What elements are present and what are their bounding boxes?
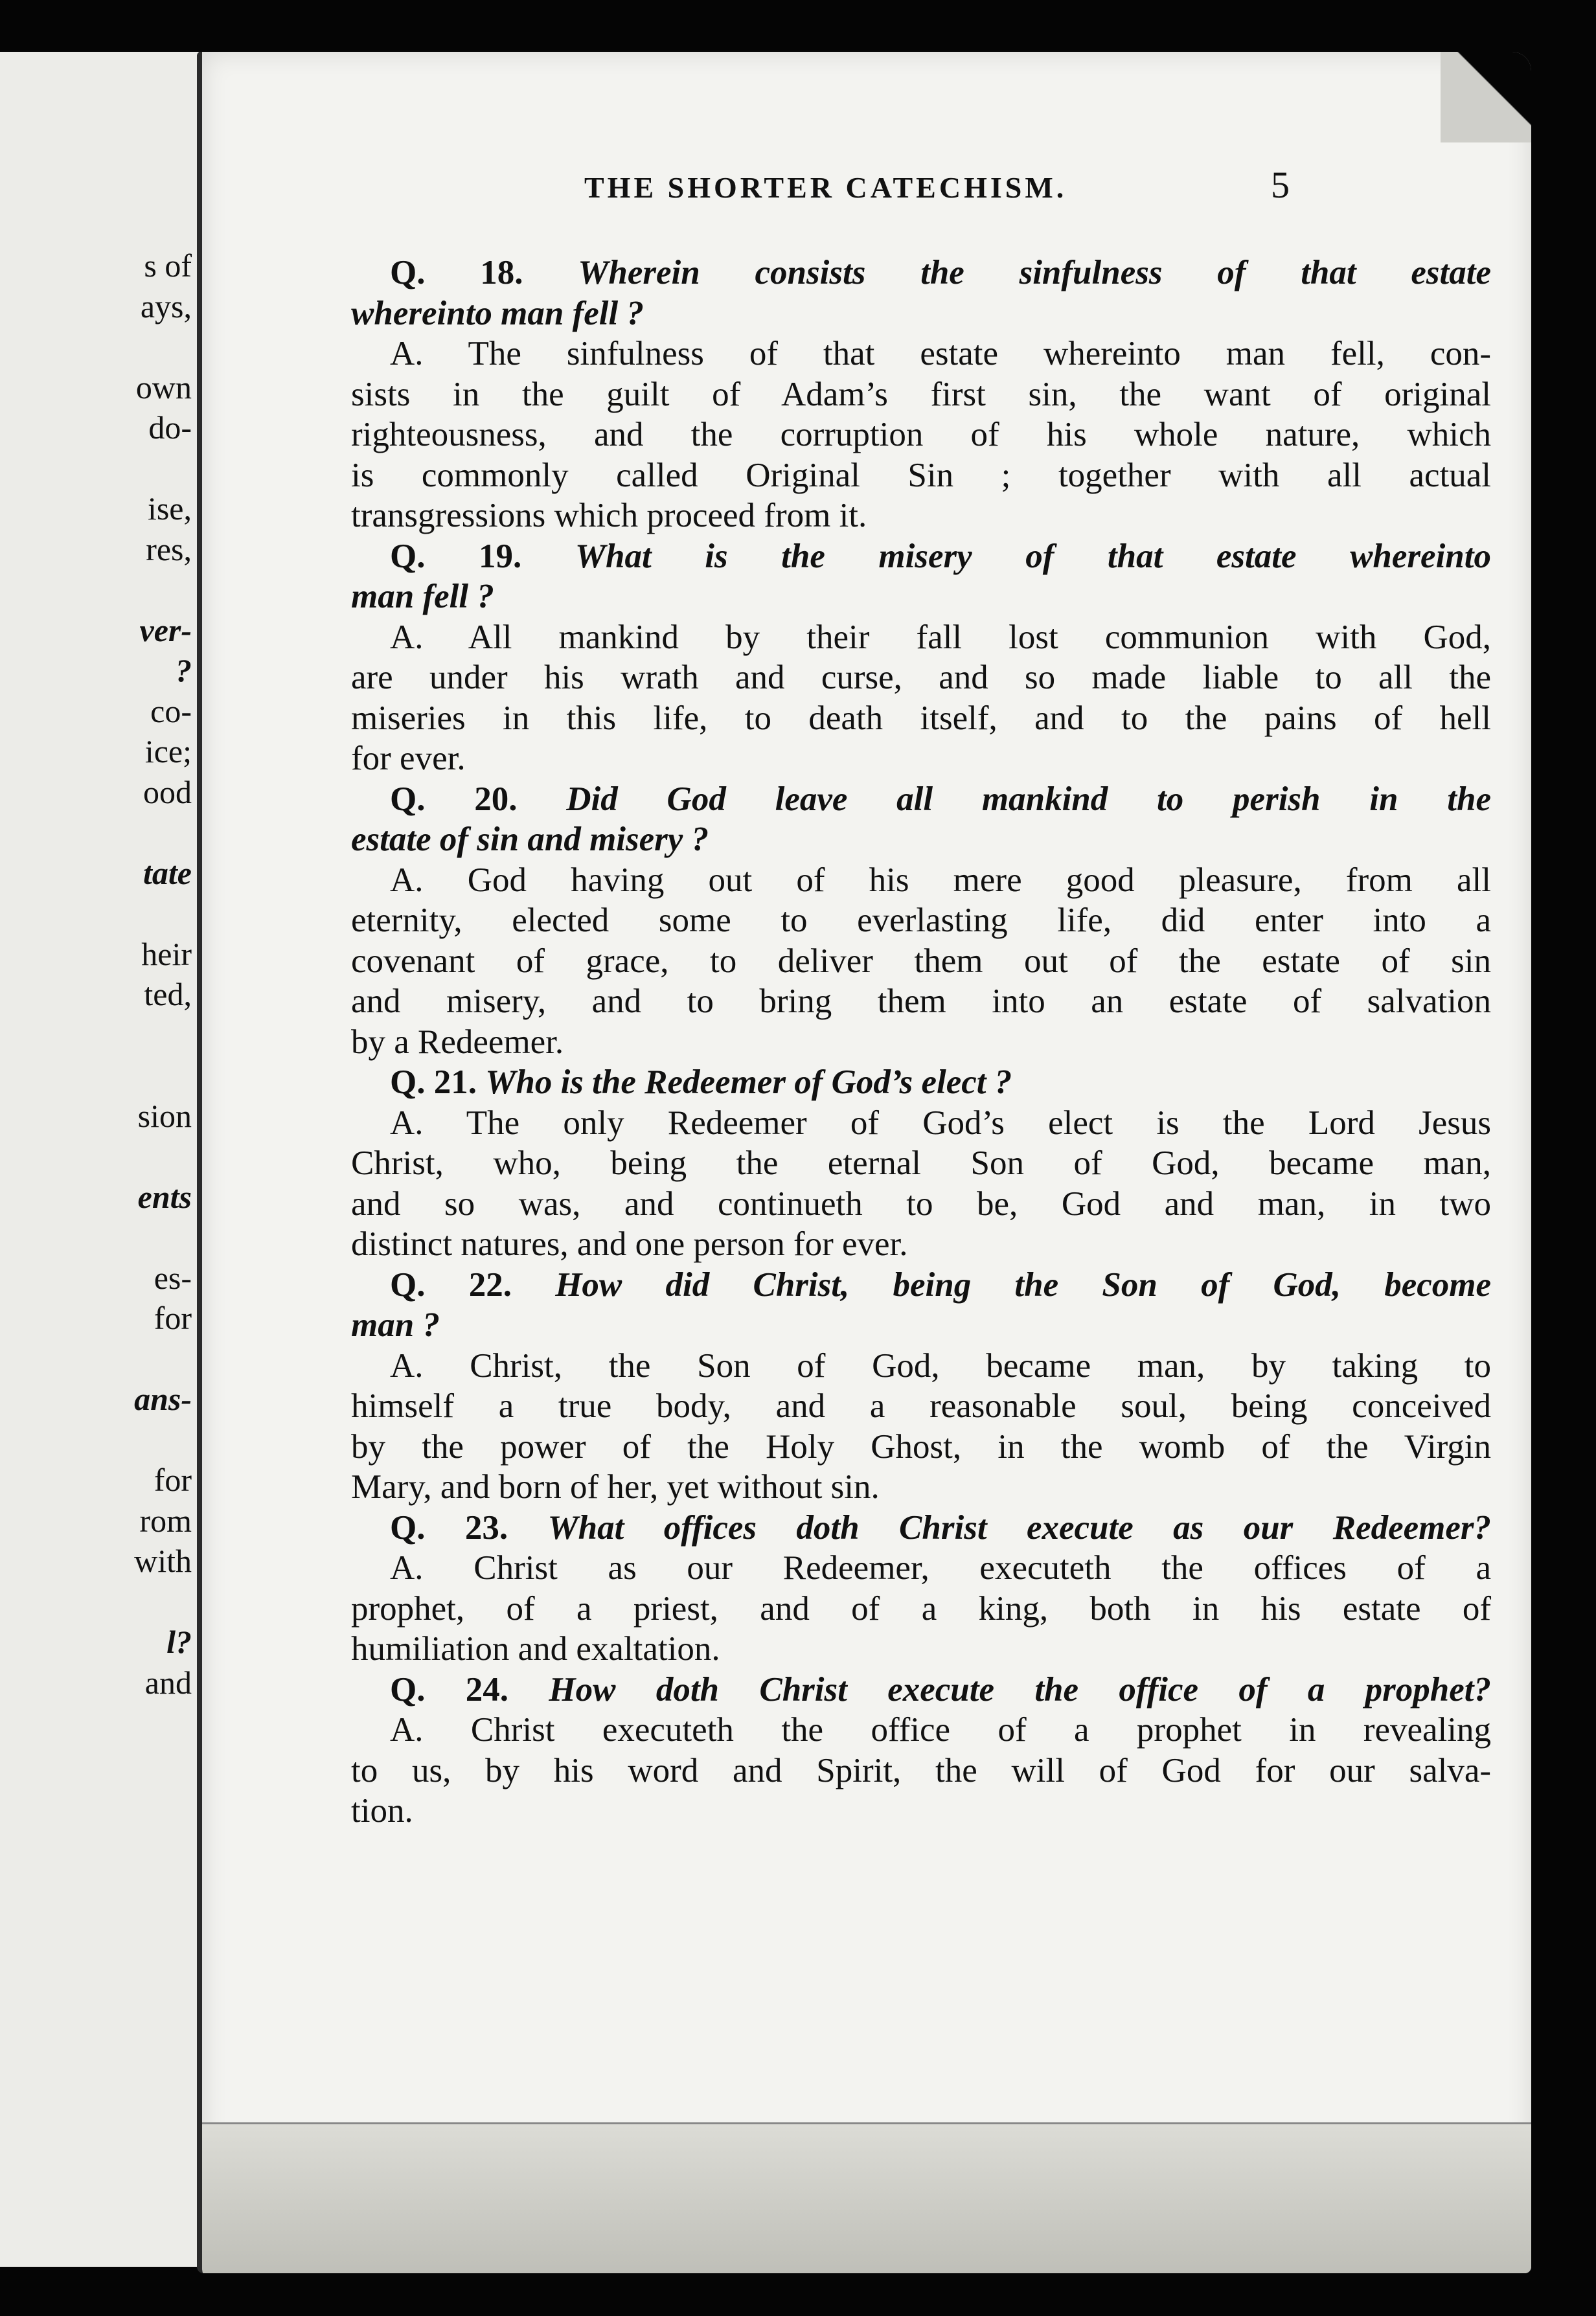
answer-line: are under his wrath and curse, and so made liable to all the: [351, 659, 1491, 696]
question-continuation: [351, 576, 1491, 617]
answer-line: prophet, of a priest, and of a king, both in his estate of: [351, 1589, 1491, 1628]
left-page-fragment: ver-: [139, 611, 192, 648]
book-page: [197, 52, 1531, 2273]
answer-label: A.: [390, 1711, 424, 1749]
answer-line: [351, 617, 1491, 658]
answer-line: and so was, and continueth to be, God and man, in two: [351, 1185, 1491, 1223]
question-text: What offices doth Christ execute as our Redeemer?: [547, 1508, 1491, 1547]
answer-line: [351, 334, 1491, 374]
left-page-fragment: for: [154, 1462, 192, 1498]
left-page-fragment: es-: [154, 1259, 192, 1296]
answer-line: miseries in this life, to death itself, and to the pains of hell: [351, 699, 1491, 737]
answer-label: A.: [390, 618, 424, 656]
answer-line: and misery, and to bring them into an estate of salvation: [351, 982, 1491, 1020]
question-text: What is the misery of that estate whereinto: [575, 537, 1491, 575]
answer-line: by a Redeemer.: [351, 1023, 564, 1061]
answer-line: Christ, who, being the eternal Son of God, became man,: [351, 1144, 1491, 1182]
question-text: estate of sin and misery ?: [351, 821, 709, 858]
running-head: THE SHORTER CATECHISM.: [584, 171, 1067, 204]
answer-line: is commonly called Original Sin ; together with all actual: [351, 456, 1491, 494]
question-text: whereinto man fell ?: [351, 294, 644, 332]
question-number: Q. 23.: [390, 1508, 508, 1547]
question-line: [351, 779, 1491, 820]
left-page-fragment: res,: [146, 530, 192, 567]
left-page-fragment: ays,: [140, 288, 192, 324]
answer-line: [351, 1548, 1491, 1589]
worn-page-edge: [202, 2122, 1531, 2273]
answer-line: [351, 860, 1491, 901]
question-text: Did God leave all mankind to perish in the: [566, 780, 1491, 818]
left-page-fragment: ents: [137, 1178, 192, 1215]
answer-label: A.: [390, 1549, 424, 1587]
question-text: Who is the Redeemer of God’s elect ?: [485, 1063, 1012, 1101]
left-page-fragment: for: [154, 1300, 192, 1336]
answer-line: sists in the guilt of Adam’s first sin, the want of original: [351, 375, 1491, 413]
question-continuation: [351, 819, 1491, 860]
left-page-fragment: s of: [144, 247, 192, 284]
answer-line: eternity, elected some to everlasting life, did enter into a: [351, 902, 1491, 939]
answer-line: covenant of grace, to deliver them out of the estate of sin: [351, 942, 1491, 980]
left-page-fragment: ans-: [134, 1381, 192, 1417]
question-line: [351, 1265, 1491, 1306]
answer-label: A.: [390, 1346, 424, 1385]
left-page-fragment: ood: [143, 773, 192, 810]
answer-text: God having out of his mere good pleasure, from all: [467, 861, 1492, 899]
catechism-text: [351, 253, 1517, 1832]
page-number: 5: [1271, 164, 1290, 206]
left-page-fragment: heir: [141, 935, 192, 972]
answer-text: Christ as our Redeemer, executeth the offices of a: [473, 1549, 1492, 1587]
facing-page-left: [0, 52, 205, 2267]
question-text: Wherein consists the sinfulness of that estate: [578, 254, 1492, 291]
question-number: Q. 18.: [390, 254, 523, 291]
question-text: man ?: [351, 1306, 440, 1344]
question-line: [351, 1062, 1491, 1103]
answer-text: The only Redeemer of God’s elect is the Lord Jesus: [466, 1104, 1492, 1142]
answer-line: [351, 1103, 1491, 1144]
question-number: Q. 19.: [390, 537, 522, 575]
answer-text: Christ executeth the office of a prophet in revealing: [470, 1711, 1491, 1749]
answer-line: for ever.: [351, 740, 466, 777]
question-number: Q. 24.: [390, 1670, 509, 1709]
answer-line: Mary, and born of her, yet without sin.: [351, 1468, 880, 1506]
question-text: man fell ?: [351, 578, 494, 615]
left-page-fragment: ise,: [147, 490, 192, 527]
answer-line: [351, 1346, 1491, 1387]
left-page-fragment: ?: [176, 652, 192, 688]
answer-line: humiliation and exaltation.: [351, 1630, 720, 1668]
question-text: How did Christ, being the Son of God, become: [555, 1266, 1492, 1304]
question-number: Q. 21.: [390, 1063, 477, 1101]
answer-label: A.: [390, 1104, 424, 1142]
left-page-fragment: own: [135, 369, 192, 405]
question-line: [351, 1508, 1491, 1549]
left-page-fragment: and: [144, 1664, 192, 1701]
answer-line: by the power of the Holy Ghost, in the womb of the Virgin: [351, 1427, 1491, 1466]
answer-line: distinct natures, and one person for ever.: [351, 1225, 908, 1263]
question-continuation: [351, 293, 1491, 334]
question-continuation: [351, 1305, 1491, 1346]
question-number: Q. 22.: [390, 1266, 512, 1304]
left-page-fragment: rom: [139, 1502, 192, 1539]
left-page-fragment: sion: [137, 1097, 192, 1134]
answer-text: Christ, the Son of God, became man, by taking to: [470, 1346, 1491, 1385]
answer-line: tion.: [351, 1792, 413, 1830]
question-line: [351, 536, 1491, 577]
left-page-fragment: with: [134, 1543, 192, 1579]
answer-line: himself a true body, and a reasonable soul, being conceived: [351, 1387, 1491, 1425]
left-page-fragment: l?: [166, 1624, 192, 1660]
question-line: [351, 253, 1491, 293]
left-page-fragment: tate: [143, 854, 192, 891]
question-line: [351, 1670, 1491, 1710]
answer-text: The sinfulness of that estate whereinto man fell, con-: [468, 335, 1492, 372]
question-text: How doth Christ execute the office of a prophet?: [549, 1670, 1491, 1709]
left-page-fragment: ted,: [144, 976, 192, 1012]
answer-text: All mankind by their fall lost communion with God,: [468, 618, 1491, 656]
folded-corner: [1441, 52, 1531, 142]
answer-label: A.: [390, 335, 424, 372]
left-page-fragment: ice;: [144, 733, 192, 769]
left-page-fragment: do-: [148, 409, 192, 446]
answer-line: righteousness, and the corruption of his whole nature, which: [351, 416, 1491, 453]
left-page-fragment: co-: [150, 692, 192, 729]
answer-line: transgressions which proceed from it.: [351, 497, 867, 534]
answer-line: to us, by his word and Spirit, the will of God for our salva-: [351, 1751, 1491, 1789]
answer-line: [351, 1710, 1491, 1751]
answer-label: A.: [390, 861, 424, 899]
question-number: Q. 20.: [390, 780, 518, 818]
